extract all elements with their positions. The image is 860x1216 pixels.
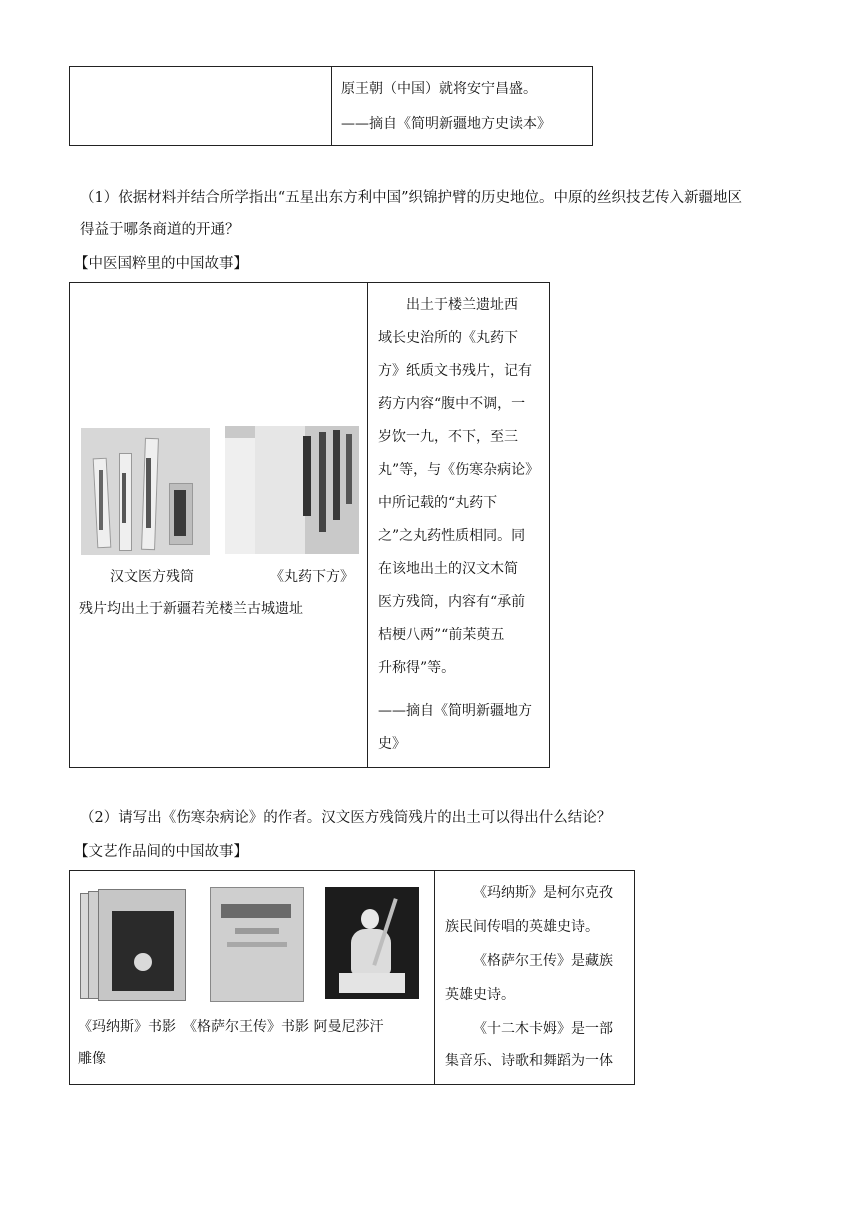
text-line: 在该地出土的汉文木简 [378, 561, 518, 577]
caption-literature-images: 《玛纳斯》书影 《格萨尔王传》书影 阿曼尼莎汗 [78, 1019, 384, 1035]
fragment-ink [333, 430, 340, 520]
amannisa-khan-statue-photo [325, 887, 419, 999]
medicine-table [69, 282, 550, 768]
question-1-line-2: 得益于哪条商道的开通？ [80, 222, 240, 238]
text-line: 丸”等，与《伤寒杂病论》 [378, 462, 540, 478]
source-table-top [69, 66, 593, 146]
text-line: 域长史治所的《丸药下 [378, 330, 518, 346]
slip-ink [122, 473, 126, 523]
text-line: 之”之丸药性质相同。同 [378, 528, 526, 544]
question-1-line-1: （1）依据材料并结合所学指出“五星出东方利中国”织锦护臂的历史地位。中原的丝织技艺传入新疆地区 [80, 190, 743, 206]
text-line: 药方内容“腹中不调，一 [378, 396, 526, 412]
table-divider [367, 283, 368, 767]
text-line: 出土于楼兰遗址西 [406, 297, 518, 313]
book-subtitle-block [227, 942, 287, 947]
text-line: 集音乐、诗歌和舞蹈为一体 [445, 1053, 613, 1069]
slip-ink [146, 458, 151, 528]
book-title-block [221, 904, 291, 918]
section-heading-medicine: 【中医国粹里的中国故事】 [74, 256, 248, 272]
text-line: 族民间传唱的英雄史诗。 [445, 919, 599, 935]
gesar-book-photo [210, 887, 304, 1002]
statue-head [361, 909, 379, 929]
text-line: 《格萨尔王传》是藏族 [473, 953, 613, 969]
source-line: 史》 [378, 736, 406, 752]
text-line: 《玛纳斯》是柯尔克孜 [473, 885, 613, 901]
han-medical-slips-photo [81, 428, 210, 555]
table-divider [331, 67, 332, 145]
slip-ink [174, 490, 186, 536]
fragment-ink [319, 432, 326, 532]
literature-table [69, 870, 635, 1085]
paper-fragment [255, 426, 305, 554]
text-line: 中所记载的“丸药下 [378, 495, 498, 511]
question-2: （2）请写出《伤寒杂病论》的作者。汉文医方残筒残片的出土可以得出什么结论？ [80, 810, 612, 826]
caption-excavation-site: 残片均出土于新疆若羌楼兰古城遗址 [79, 601, 303, 617]
text-line: 方》纸质文书残片，记有 [378, 363, 532, 379]
slip-ink [99, 470, 103, 530]
table-cell-text-line: 原王朝（中国）就将安宁昌盛。 [341, 81, 537, 97]
text-line: 英雄史诗。 [445, 987, 515, 1003]
text-line: 桔梗八两”“前苿萸五 [378, 627, 505, 643]
section-heading-literature: 【文艺作品间的中国故事】 [74, 844, 248, 860]
caption-han-medical-slips: 汉文医方残筒 [110, 569, 194, 585]
table-divider [434, 871, 435, 1084]
text-line: 岁饮一九，不下，至三 [378, 429, 518, 445]
fragment-ink [303, 436, 311, 516]
book-cover-emblem [134, 953, 152, 971]
text-line: 医方残筒，内容有“承前 [378, 594, 526, 610]
pill-prescription-fragment-photo [225, 426, 359, 554]
caption-pill-prescription: 《丸药下方》 [270, 569, 354, 585]
source-line: ——摘自《简明新疆地方 [378, 703, 532, 719]
fragment-ink [346, 434, 352, 504]
book-cover-panel [112, 911, 174, 991]
text-line: 《十二木卡姆》是一部 [473, 1021, 613, 1037]
manas-book-photo [80, 887, 184, 1003]
statue-base [339, 973, 405, 993]
caption-literature-images-line-2: 雕像 [78, 1051, 106, 1067]
text-line: 升称得”等。 [378, 660, 456, 676]
book-subtitle-block [235, 928, 279, 934]
table-cell-source-line: ——摘自《简明新疆地方史读本》 [341, 116, 551, 132]
